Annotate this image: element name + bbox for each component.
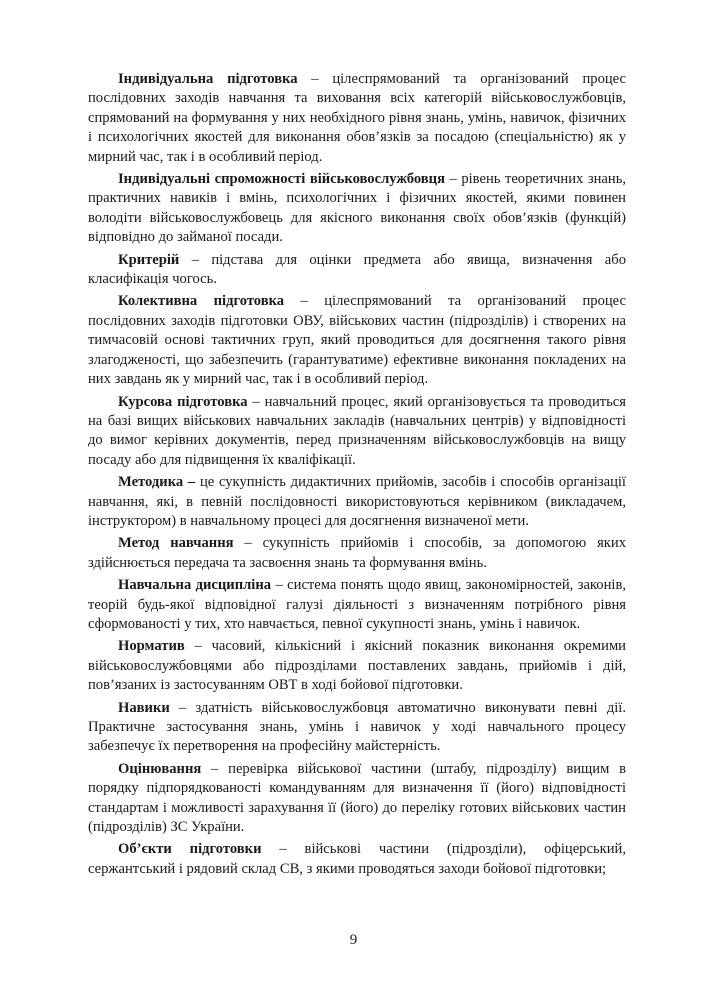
glossary-entry (88, 637, 626, 695)
glossary-entry (88, 251, 626, 290)
glossary-term: Метод навчання (118, 535, 234, 552)
glossary-entry (88, 576, 626, 634)
glossary-entry (88, 840, 626, 879)
glossary-entry (88, 393, 626, 471)
glossary-term: Навики (118, 699, 170, 716)
glossary-definition: – часовий, кількісний і якісний показник виконання окремими військовослужбовцями або підрозділами поставлених завдань, прийомів і дій, пов’язаних із застосуванням ОВТ в ході бойової підготовки. (88, 638, 626, 694)
glossary-definition: це сукупність дидактичних прийомів, засобів і способів організації навчання, які, в певній послідовності використовуються керівником (викладачем, інструктором) в навчальному процесі для досягнення визначеної мети. (88, 474, 626, 529)
glossary-term: Індивідуальна підготовка (118, 71, 298, 87)
glossary-term: Колективна підготовка (118, 293, 285, 310)
glossary-term: Навчальна дисципліна (118, 577, 272, 594)
glossary-term: Курсова підготовка (118, 393, 248, 410)
glossary-definition: – здатність військовослужбовця автоматично виконувати певні дії. Практичне застосування знань, умінь і навичок у ході навчального процесу забезпечує їх перетворення на професійну майстерність. (88, 699, 626, 755)
document-body (88, 70, 626, 882)
glossary-entry (88, 534, 626, 573)
glossary-definition: – цілеспрямований та організований процес послідовних заходів навчання та виховання всіх категорій військовослужбовців, спрямований на формування у них необхідного рівня знань, умінь, навичок, фізичних і психологічних якостей для виконання обов’язків за посадою (спеціальністю) як у мирний час, так і в особливий період. (88, 71, 626, 165)
glossary-definition: – військові частини (підрозділи), офіцерський, сержантський і рядовий склад СВ, з якими проводяться заходи бойової підготовки; (88, 841, 626, 877)
glossary-entry (88, 70, 626, 167)
glossary-term: Об’єкти підготовки (118, 841, 262, 858)
glossary-definition: – сукупність прийомів і способів, за допомогою яких здійснюється передача та засвоєння знань та формування вмінь. (88, 535, 626, 571)
glossary-term: Індивідуальні спроможності військовослужбовця (118, 171, 445, 188)
glossary-term: Критерій (118, 251, 180, 268)
glossary-term: Норматив (118, 638, 185, 655)
glossary-definition: – перевірка військової частини (штабу, підрозділу) вищим в порядку підпорядкованості командуванням для визначення її (його) відповідності стандартам і можливості зарахування її (його) до переліку готових військових частин (підрозділів) ЗС України. (88, 760, 626, 836)
glossary-entry (88, 170, 626, 248)
glossary-entry (88, 699, 626, 757)
glossary-term: Методика – (118, 474, 196, 491)
glossary-entry (88, 292, 626, 389)
glossary-definition: – рівень теоретичних знань, практичних навиків і вмінь, психологічних і фізичних якостей, якими повинен володіти військовослужбовець для якісного виконання своїх обов’язків (функцій) відповідно до займаної посади. (88, 171, 627, 246)
glossary-definition: – система понять щодо явищ, закономірностей, законів, теорій будь-якої відповідної галузі діяльності з визначенням потрібного рівня сформованості у тих, хто навчається, певної сукупності знань, умінь і навичок. (88, 577, 626, 632)
glossary-definition: – підстава для оцінки предмета або явища, визначення або класифікація чогось. (88, 251, 626, 288)
page-number: 9 (349, 932, 358, 948)
glossary-entry (88, 760, 626, 838)
glossary-definition: – навчальний процес, який організовується та проводиться на базі вищих військових навчальних закладів (навчальних центрів) у відповідності до вимог керівних документів, перед призначенням військовослужбовців на вищу посаду або для підвищення їх кваліфікації. (88, 393, 626, 468)
glossary-term: Оцінювання (118, 760, 202, 777)
glossary-entry (88, 473, 626, 531)
glossary-definition: – цілеспрямований та організований процес послідовних заходів підготовки ОВУ, військових частин (підрозділів) і створених на тимчасовій основі тактичних груп, який проводиться для досягнення такого рівня злагодженості, що забезпечить (гарантуватиме) ефективне виконання покладених на них завдань як у мирний час, так і в особливий період. (88, 293, 626, 388)
